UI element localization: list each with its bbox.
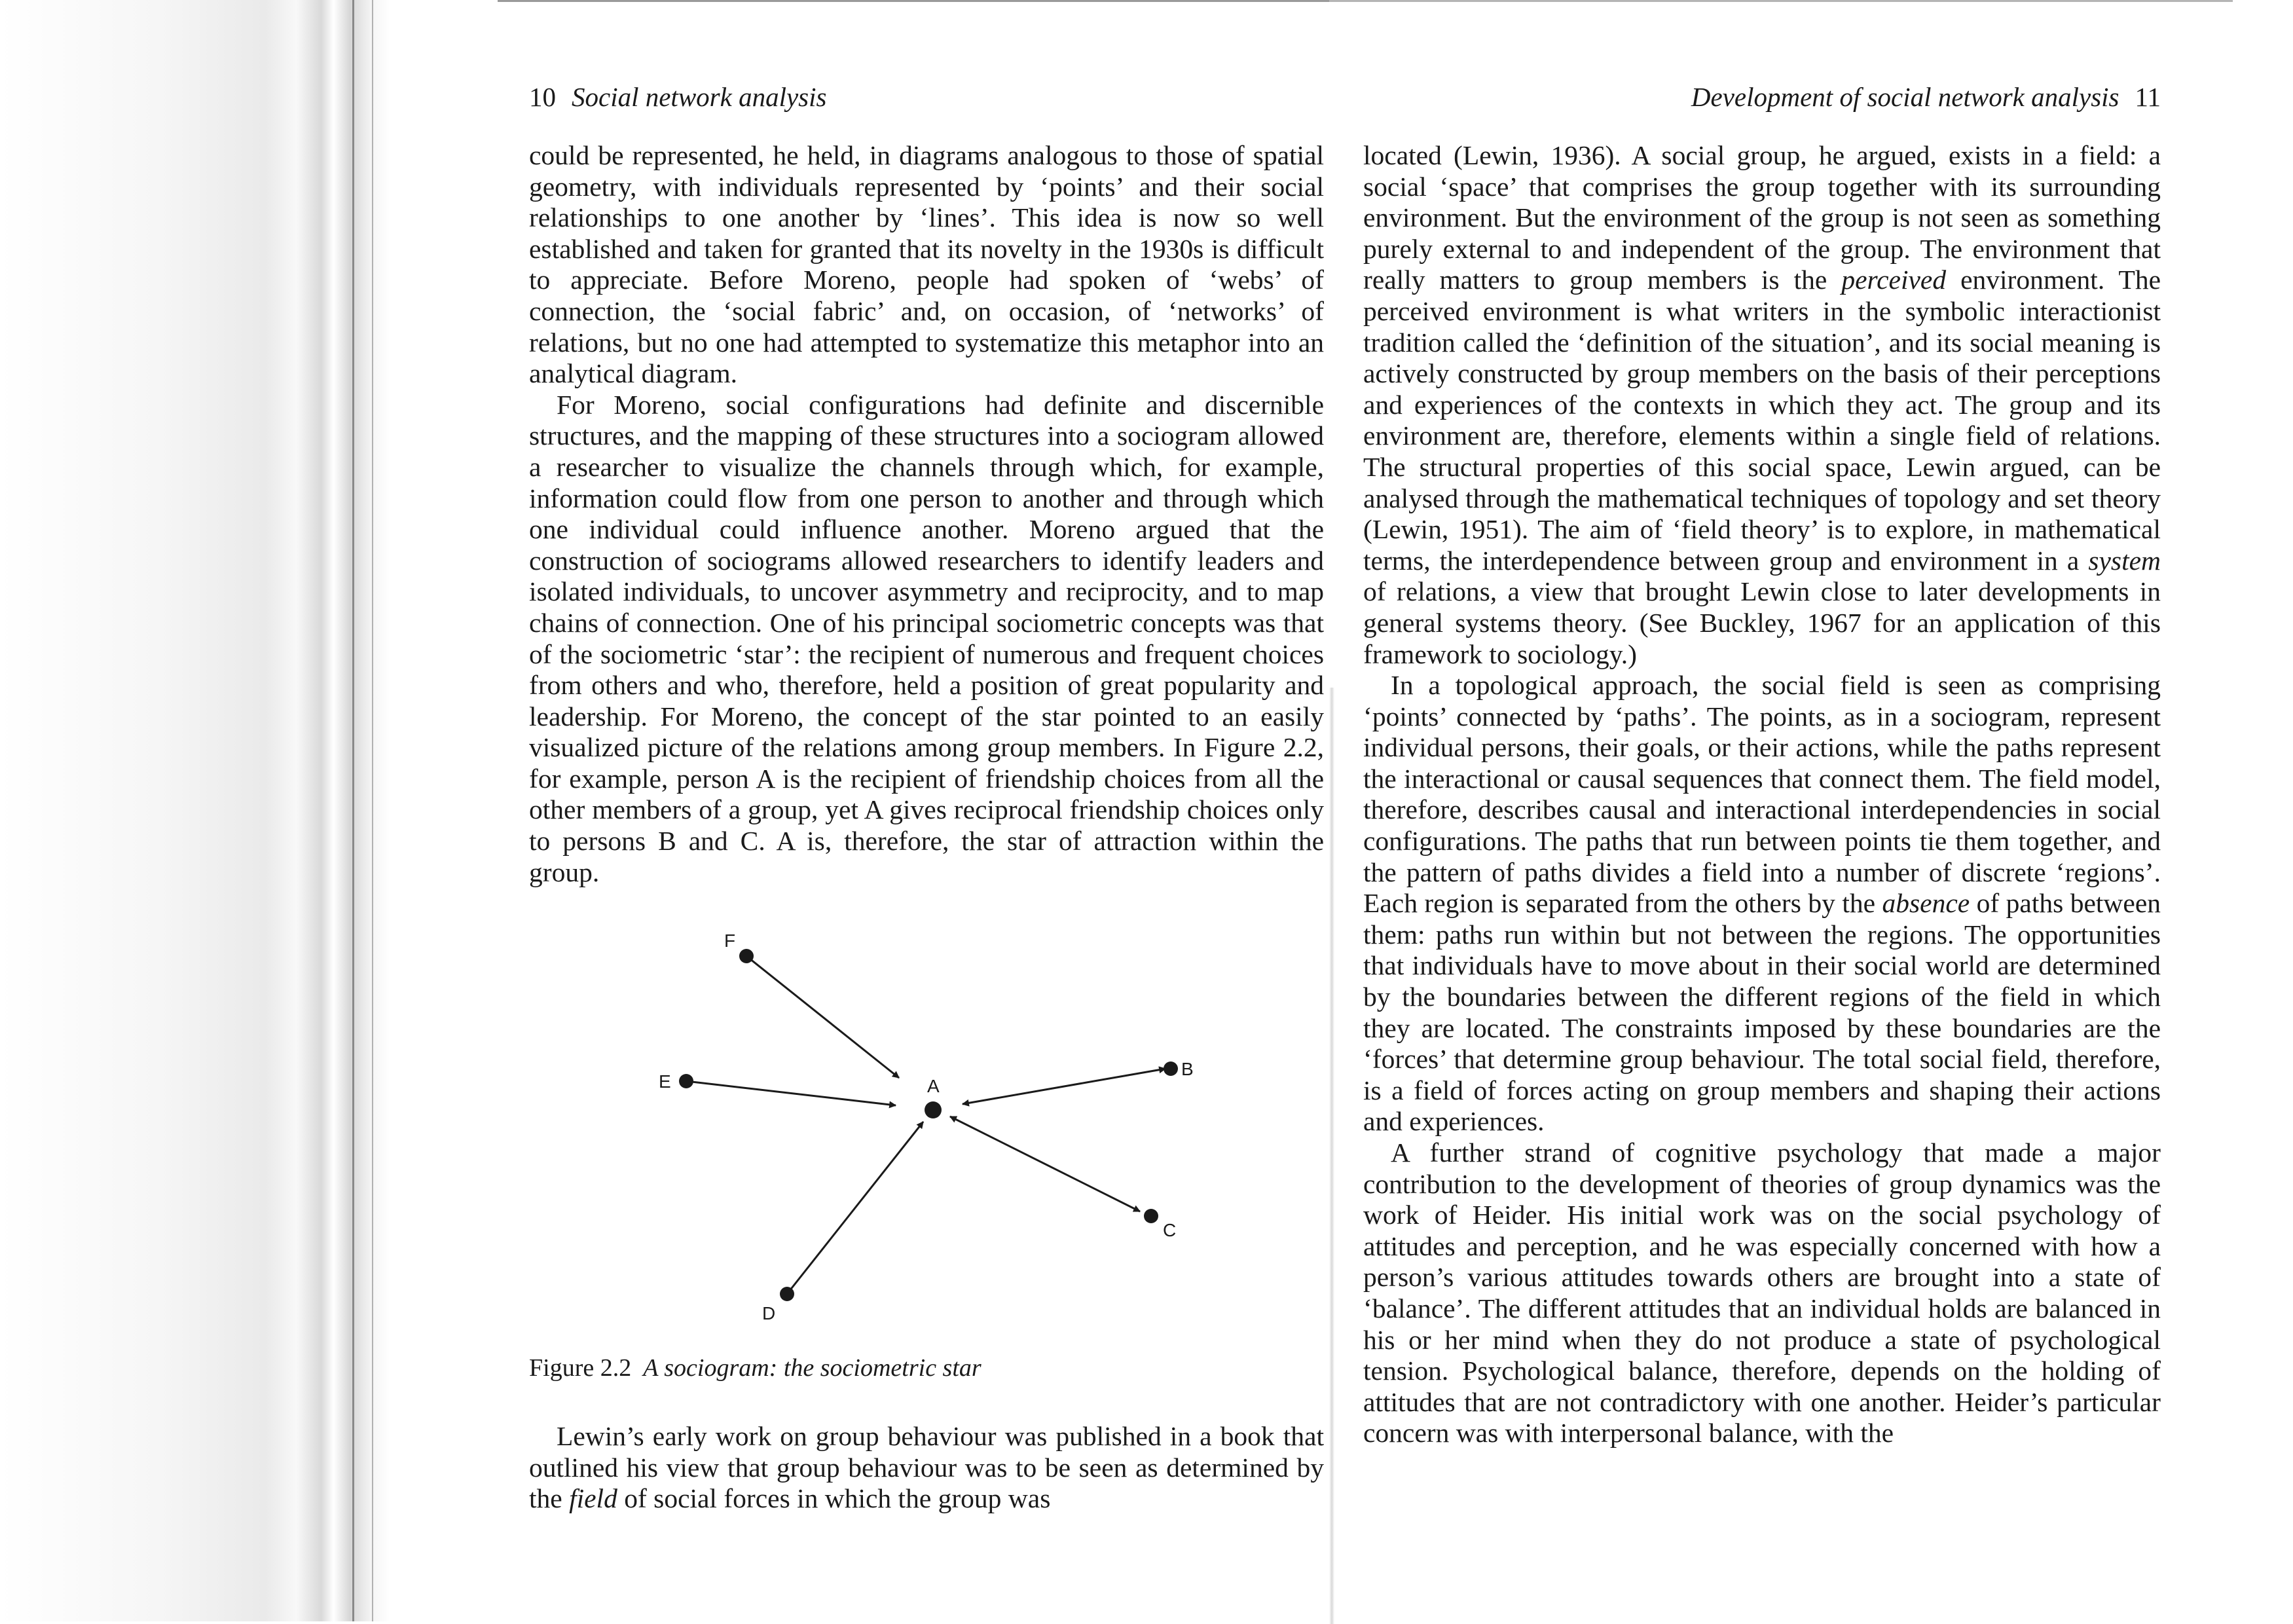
paragraph <box>529 1421 1324 1515</box>
paragraph: For Moreno, social configurations had definite and discernible structures, and the mapping of these structures into a sociogram allowed a researcher to visualize the channels through which, for example, information could flow from one person to another and through which one individual could influence another. Moreno argued that the construction of sociograms allowed researchers to identify leaders and isolated individuals, to uncover asymmetry and reciprocity, and to map chains of connection. One of his principal sociometric concepts was that of the sociometric ‘star’: the recipient of numerous and frequent choices from others and who, therefore, held a position of great popularity and leadership. For Moreno, the concept of the star pointed to an easily visualized picture of the relations among group members. In Figure 2.2, for example, person A is the recipient of friendship choices from all the other members of a group, yet A gives reciprocal friendship choices only to persons B and C. A is, therefore, the star of attraction within the group. <box>529 389 1324 887</box>
running-title: Social network analysis <box>572 82 827 112</box>
figure-sociogram <box>529 917 1324 1414</box>
paragraph <box>1363 670 2161 1137</box>
paragraph: A further strand of cognitive psychology that made a major contribution to the development of theories of group dynamics was the work of Heider. His initial work was on the social psychology of attitudes and perception, and he was especially concerned with how a person’s various attitudes towards others are brought into a state of ‘balance’. The different attitudes that an individual holds are balanced in his or her mind when they do not produce a state of psychological tension. Psychological balance, therefore, depends on the holding of attitudes that are not contradictory with one another. Heider’s particular concern was with interpersonal balance, with the <box>1363 1137 2161 1449</box>
binding-line <box>372 0 373 1621</box>
edge-f-a <box>746 956 899 1078</box>
emphasis: perceived <box>1841 265 1947 295</box>
paragraph: could be represented, he held, in diagrams analogous to those of spatial geometry, with individuals represented by ‘points’ and their social relationships to one another by ‘lines’. This idea is now so well established and taken for granted that its novelty in the 1930s is difficult to appreciate. Before Moreno, people had spoken of ‘webs’ of connection, the ‘social fabric’ and, on occasion, of ‘networks’ of relations, but no one had attempted to systematize this metaphor into an analytical diagram. <box>529 140 1324 389</box>
node-a <box>925 1101 942 1118</box>
figure-label: Figure 2.2 <box>529 1354 632 1382</box>
top-edge-rule <box>1329 0 2233 2</box>
node-e <box>679 1074 693 1088</box>
right-text-block <box>1363 140 2161 1449</box>
text-run: environment. The perceived environment is what writers in the symbolic interactionist tradition called the ‘definition of the situation’, and its social meaning is actively constructed by group members on the basis of their perceptions and experiences of the contexts in which they act. The group and its environment are, therefore, elements within a single field of relations. The structural properties of this social space, Lewin argued, can be analysed through the mathematical techniques of topology and set theory (Lewin, 1951). The aim of ‘field theory’ is to explore, in mathematical terms, the interdependence between group and environment in a <box>1363 265 2161 576</box>
edge-e-a <box>686 1081 896 1105</box>
node-label-c: C <box>1163 1220 1177 1240</box>
page-number: 11 <box>2135 82 2161 112</box>
text-run: Lewin’s early work on group behaviour was published in a book that outlined his view that group behaviour was to be seen as determined by the <box>529 1421 1324 1514</box>
figure-caption <box>529 1353 981 1383</box>
text-run: located (Lewin, 1936). A social group, he argued, exists in a field: a social ‘space’ that comprises the group together with its surrounding environment. But the environment of the group is not seen as something purely external to and independent of the group. The environment that really matters to group members is the <box>1363 140 2161 295</box>
node-label-f: F <box>724 931 736 951</box>
left-text-block <box>529 140 1324 888</box>
edge-a-c <box>950 1116 1140 1211</box>
edge-d-a <box>787 1122 923 1294</box>
edge-a-b <box>963 1069 1165 1104</box>
running-title: Development of social network analysis <box>1691 82 2119 112</box>
book-binding-shadow <box>265 0 390 1621</box>
emphasis: field <box>569 1483 617 1514</box>
emphasis: absence <box>1882 888 1970 919</box>
figure-caption-text: A sociogram: the sociometric star <box>643 1354 981 1382</box>
node-label-b: B <box>1181 1059 1194 1079</box>
node-label-d: D <box>762 1303 776 1323</box>
sociogram-diagram <box>529 917 1324 1336</box>
scan-edge-shadow <box>0 0 265 1621</box>
running-head-right <box>1691 77 2161 117</box>
left-text-block-bottom <box>529 1421 1324 1515</box>
emphasis: system <box>2088 545 2161 576</box>
top-edge-rule <box>498 0 1342 2</box>
text-run: of social forces in which the group was <box>617 1483 1051 1514</box>
text-run: In a topological approach, the social field is seen as comprising ‘points’ connected by ‘paths’. The points, as in a sociogram, represent individual persons, their goals, or their actions, while the paths represent the interactional or causal sequences that connect them. The field model, therefore, describes causal and interactional interdependencies in social configurations. The paths that run between points tie them together, and the pattern of paths divides a field into a number of discrete ‘regions’. Each region is separated from the others by the <box>1363 670 2161 919</box>
running-head-left <box>529 77 826 117</box>
page-gutter <box>1329 688 1334 1624</box>
node-c <box>1144 1209 1158 1223</box>
node-label-e: E <box>659 1071 671 1092</box>
node-b <box>1164 1061 1178 1076</box>
text-run: of relations, a view that brought Lewin close to later developments in general systems theory. (See Buckley, 1967 for an application of this framework to sociology.) <box>1363 576 2161 669</box>
paragraph <box>1363 140 2161 670</box>
node-label-a: A <box>927 1076 940 1096</box>
page-number: 10 <box>529 82 556 112</box>
node-d <box>780 1287 794 1301</box>
text-run: of paths between them: paths run within but not between the regions. The opportunities that individuals have to move about in their social world are determined by the boundaries between the different regions of the field in which they are located. The constraints imposed by these boundaries are the ‘forces’ that determine group behaviour. The total social field, therefore, is a field of forces acting on group members and shaping their actions and experiences. <box>1363 888 2161 1137</box>
binding-line <box>352 0 354 1621</box>
node-f <box>739 949 754 963</box>
